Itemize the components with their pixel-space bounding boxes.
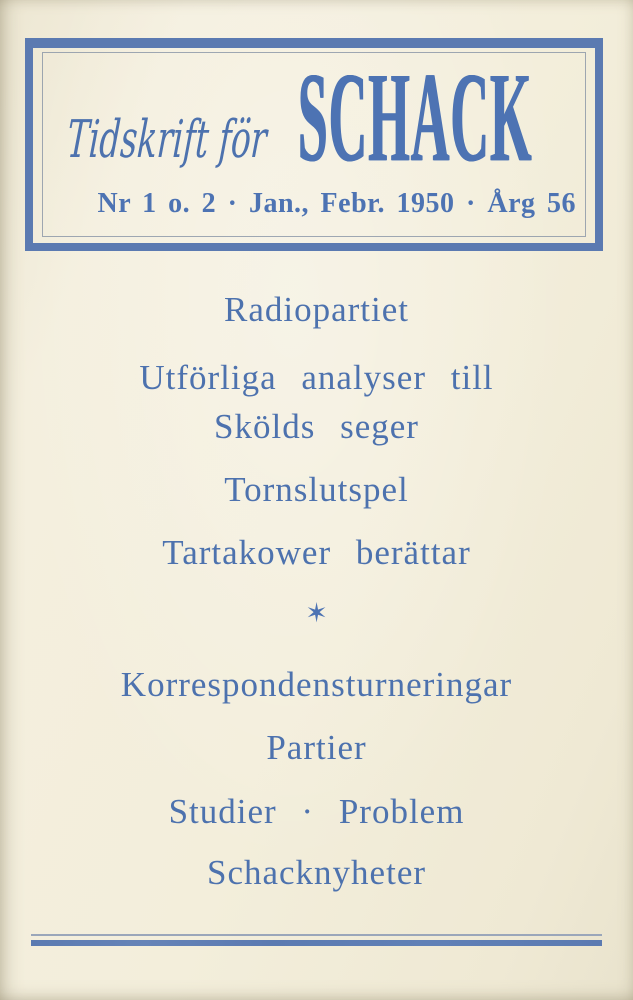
toc-item: Radiopartiet xyxy=(223,290,409,329)
magazine-script-title: Tidskrift för xyxy=(65,110,269,170)
toc-item: Schacknyheter xyxy=(206,853,427,892)
toc-item: Skölds seger xyxy=(214,407,419,446)
issue-date-line: Nr 1 o. 2 · Jan., Febr. 1950 · Årg 56 xyxy=(97,188,576,219)
magazine-main-title: SCHACK xyxy=(298,44,533,189)
footer-rule-thin xyxy=(31,934,602,936)
toc-item: Korrespondensturneringar xyxy=(120,665,513,704)
toc-item: Partier xyxy=(266,728,367,767)
toc-item: Tartakower berättar xyxy=(162,533,471,572)
footer-rule-thick xyxy=(31,940,602,946)
toc-item: Tornslutspel xyxy=(224,470,409,509)
toc-item: Studier · Problem xyxy=(168,792,465,831)
toc-item: Utförliga analyser till xyxy=(139,358,494,397)
masthead-border-box xyxy=(25,38,603,251)
star-divider-icon: ✶ xyxy=(305,598,328,629)
